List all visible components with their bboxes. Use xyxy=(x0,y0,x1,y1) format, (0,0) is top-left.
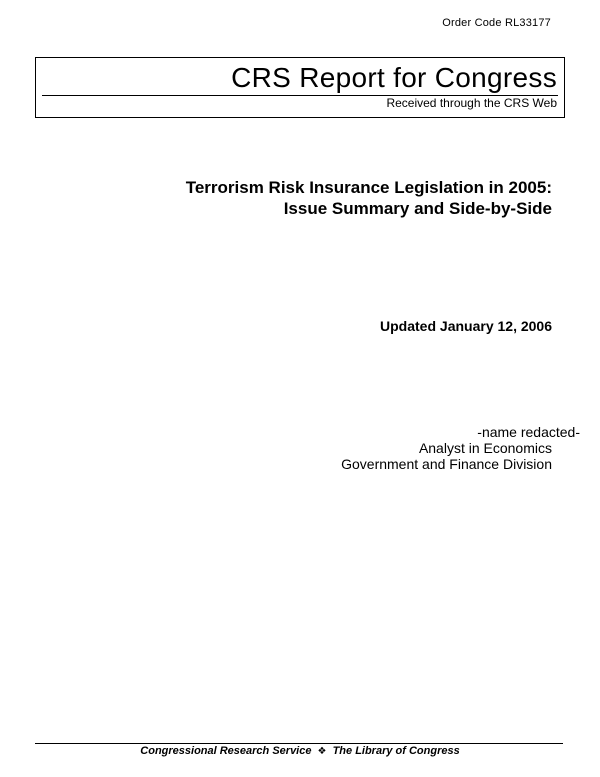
updated-date: Updated January 12, 2006 xyxy=(380,318,552,334)
report-header-box xyxy=(35,57,565,118)
author-block xyxy=(341,424,580,472)
footer-publisher: Congressional Research Service xyxy=(140,745,312,757)
author-division: Government and Finance Division xyxy=(341,456,552,472)
report-title-line-1: Terrorism Risk Insurance Legislation in 2005: xyxy=(185,178,552,197)
order-code: Order Code RL33177 xyxy=(442,17,551,29)
footer-divider xyxy=(35,743,563,744)
report-series-title: CRS Report for Congress xyxy=(231,62,557,93)
footer xyxy=(0,745,600,757)
report-title-line-2: Issue Summary and Side-by-Side xyxy=(283,199,552,218)
report-title xyxy=(186,177,552,219)
author-role: Analyst in Economics xyxy=(418,440,552,456)
report-series-subtitle: Received through the CRS Web xyxy=(386,96,557,110)
author-name: -name redacted- xyxy=(477,424,580,440)
footer-library: The Library of Congress xyxy=(332,745,460,757)
diamond-icon: ❖ xyxy=(317,746,327,757)
